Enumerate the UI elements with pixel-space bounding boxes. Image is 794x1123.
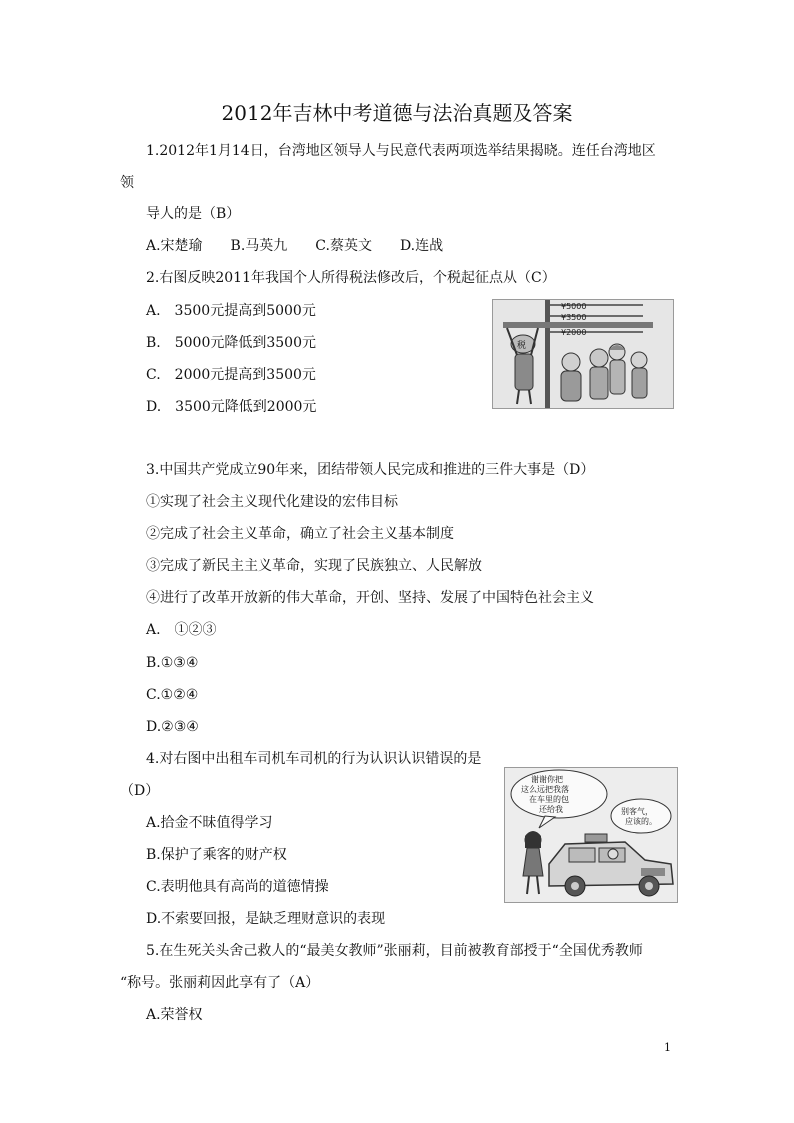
q2-option-c: C. 2000元提高到3500元 — [146, 367, 316, 383]
label-2000: ¥2000 — [561, 328, 587, 337]
bubble-left-line-1: 谢谢你把 — [531, 775, 563, 784]
page-title: 2012年吉林中考道德与法治真题及答案 — [221, 101, 573, 125]
q2-option-b: B. 5000元降低到3500元 — [146, 335, 316, 351]
q1-stem: 1.2012年1月14日，台湾地区领导人与民意代表两项选举结果揭晓。连任台湾地区 — [146, 143, 656, 159]
q3-statement-1: ①实现了社会主义现代化建设的宏伟目标 — [146, 494, 398, 510]
q3-statement-4: ④进行了改革开放新的伟大革命，开创、坚持、发展了中国特色社会主义 — [146, 590, 594, 606]
q1-stem-cont: 导人的是（B） — [146, 206, 241, 222]
q5-stem: 5.在生死关头舍己救人的“最美女教师”张丽莉，目前被教育部授于“全国优秀教师 — [146, 943, 643, 959]
label-5000: ¥5000 — [561, 302, 587, 311]
q4-stem: 4.对右图中出租车司机车司机的行为认识认识错误的是 — [146, 751, 482, 767]
bubble-left-line-3: 在车里的包 — [529, 795, 569, 804]
q5-stem-wrap: “称号。张丽莉因此享有了（A） — [120, 975, 320, 991]
q2-option-a: A. 3500元提高到5000元 — [146, 303, 316, 319]
q3-option-a: A. ①②③ — [146, 622, 217, 638]
q1-options: A.宋楚瑜 B.马英九 C.蔡英文 D.连战 — [146, 238, 444, 254]
q4-option-b: B.保护了乘客的财产权 — [146, 847, 287, 863]
q3-statement-3: ③完成了新民主主义革命，实现了民族独立、人民解放 — [146, 558, 482, 574]
tax-threshold-cartoon — [492, 299, 674, 409]
q3-stem: 3.中国共产党成立90年来，团结带领人民完成和推进的三件大事是（D） — [146, 462, 595, 478]
taxi-driver-cartoon — [504, 767, 678, 903]
q3-statement-2: ②完成了社会主义革命，确立了社会主义基本制度 — [146, 526, 454, 542]
q5-option-a: A.荣誉权 — [146, 1007, 203, 1023]
bubble-right-line-2: 应该的。 — [625, 817, 657, 826]
q3-option-c: C.①②④ — [146, 687, 199, 703]
bubble-left-line-2: 这么远把我落 — [521, 785, 569, 794]
q4-option-d: D.不索要回报，是缺乏理财意识的表现 — [146, 911, 386, 927]
page-number: 1 — [664, 1041, 671, 1054]
q4-stem-wrap: （D） — [120, 783, 160, 799]
bubble-right-line-1: 别客气， — [621, 807, 653, 816]
bubble-left-line-4: 还给我 — [539, 805, 563, 814]
label-3500: ¥3500 — [561, 313, 587, 322]
q1-stem-wrap: 领 — [120, 175, 134, 191]
q3-option-b: B.①③④ — [146, 655, 199, 671]
q2-option-d: D. 3500元降低到2000元 — [146, 399, 317, 415]
q4-option-c: C.表明他具有高尚的道德情操 — [146, 879, 329, 895]
q3-option-d: D.②③④ — [146, 719, 199, 735]
tax-sign: 税 — [517, 341, 527, 351]
q2-stem: 2.右图反映2011年我国个人所得税法修改后，个税起征点从（C） — [146, 270, 556, 286]
q4-option-a: A.拾金不昧值得学习 — [146, 815, 273, 831]
